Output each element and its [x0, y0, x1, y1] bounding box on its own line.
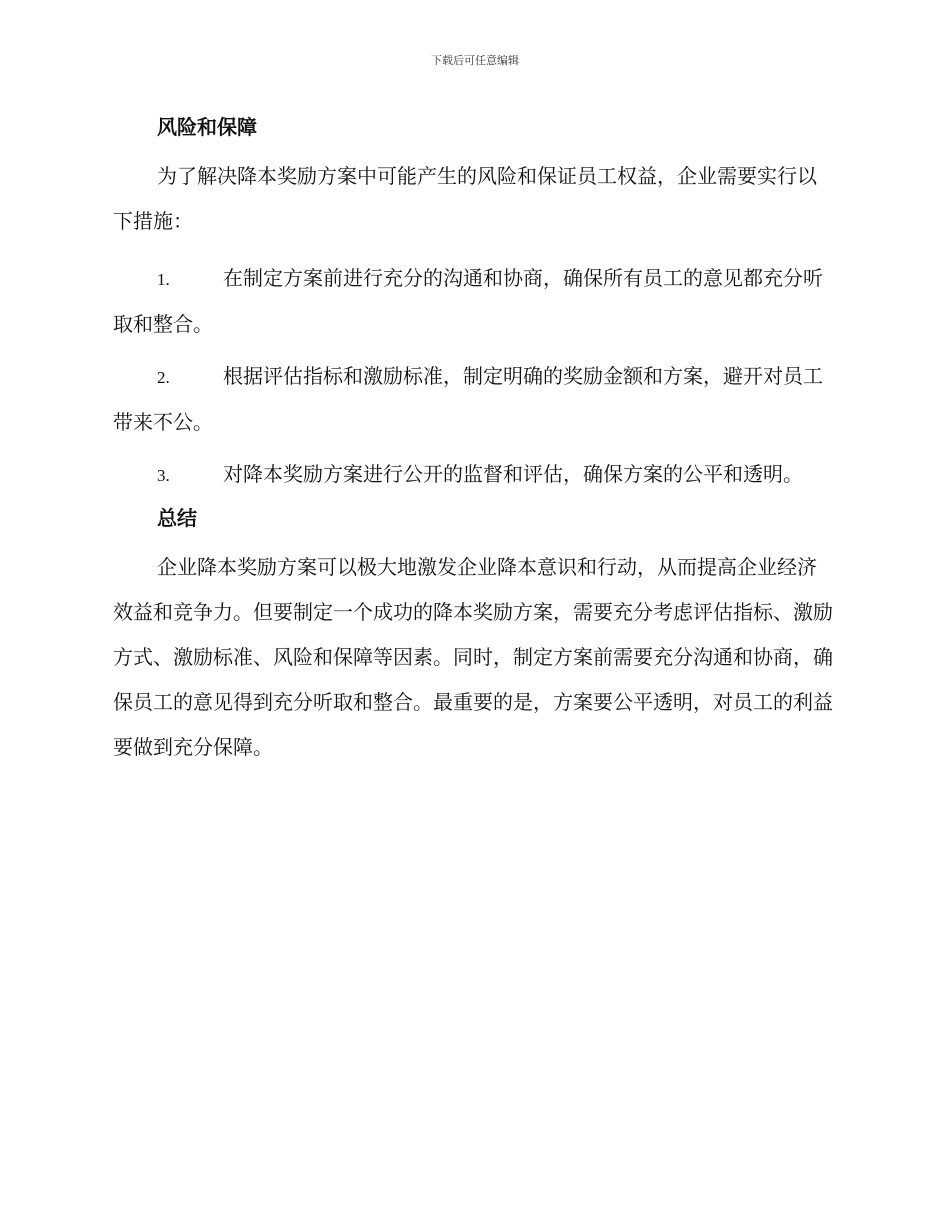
- list-item: [113, 256, 833, 347]
- list-item-text: 根据评估指标和激励标准，制定明确的奖励金额和方案，避开对员工带来不公。: [113, 364, 823, 434]
- section-intro-paragraph: 为了解决降本奖励方案中可能产生的风险和保证员工权益，企业需要实行以下措施：: [113, 164, 817, 233]
- section-heading-risk: 风险和保障: [157, 115, 257, 139]
- list-item: [113, 452, 833, 498]
- list-number: 3.: [157, 466, 170, 485]
- list-number: 2.: [157, 368, 170, 387]
- list-item-text: 对降本奖励方案进行公开的监督和评估，确保方案的公平和透明。: [223, 462, 803, 486]
- document-body: [113, 112, 833, 770]
- summary-paragraph: 企业降本奖励方案可以极大地激发企业降本意识和行动，从而提高企业经济效益和竞争力。但要制定一个成功的降本奖励方案，需要充分考虑评估指标、激励方式、激励标准、风险和保障等因素。同时，制定方案前需要充分沟通和协商，确保员工的意见得到充分听取和整合。最重要的是，方案要公平透明，对员工的利益要做到充分保障。: [113, 555, 833, 759]
- page-header: 下载后可任意编辑: [431, 54, 519, 67]
- list-number: 1.: [157, 270, 170, 289]
- section-heading-summary: 总结: [157, 506, 197, 530]
- list-item: [113, 354, 833, 445]
- list-item-text: 在制定方案前进行充分的沟通和协商，确保所有员工的意见都充分听取和整合。: [113, 266, 823, 336]
